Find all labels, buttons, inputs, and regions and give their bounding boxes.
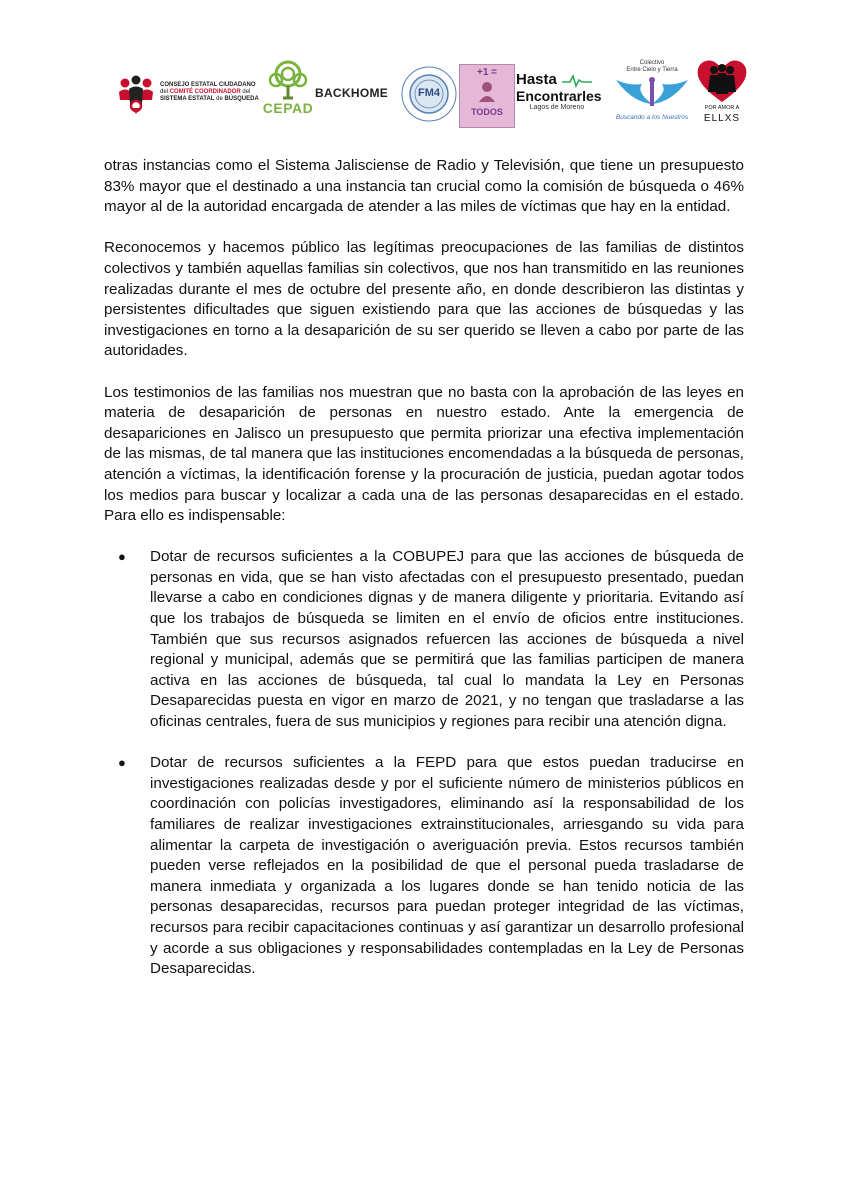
list-item xyxy=(104,753,744,980)
todos-bottom-label: TODOS xyxy=(471,107,503,117)
colectivo-line2: Entre Cielo y Tierra xyxy=(626,67,678,73)
list-item xyxy=(104,547,744,732)
hasta-line3: Lagos de Moreno xyxy=(529,104,585,111)
wings-icon xyxy=(612,74,692,112)
colectivo-line1: Colectivo xyxy=(639,60,665,66)
consejo-line3b: de xyxy=(214,96,225,102)
backhome-label: BACKHOME xyxy=(315,86,389,100)
heart-people-icon xyxy=(694,58,750,104)
fm4-label: FM4 xyxy=(418,87,440,99)
cepad-label: CEPAD xyxy=(262,100,314,116)
list-item-text: Dotar de recursos suficientes a la FEPD para que estos puedan traducirse en investigaciones realizadas desde y por el suficiente número de ministerios públicos en coordinación con policías investigadores, eliminando así la responsabilidad de los familiares de realizar investigaciones extrainstitucionales, arriesgando su vida para alimentar la carpeta de investigación o averiguación previa. Estos recursos también pueden verse reflejados en la posibilidad de que el personal pueda trasladarse de manera inmediata y organizada a los lugares donde se han tenido noticia de las personas desaparecidas, recursos para puedan proteger integridad de las víctimas, recursos para recibir capacitaciones continuas y así garantizar un desarrollo profesional y acorde a sus obligaciones y responsabilidades contempladas en la Ley de Personas Desaparecidas. xyxy=(150,754,744,978)
poramor-line1: POR AMOR A xyxy=(704,105,740,111)
consejo-line3a: SISTEMA ESTATAL xyxy=(160,96,215,102)
document-body xyxy=(104,156,744,1000)
heartbeat-icon xyxy=(562,74,592,88)
colectivo-line3: Buscando a los Nuestros xyxy=(615,114,689,121)
consejo-people-icon xyxy=(116,74,156,114)
poramor-line2: ELLXS xyxy=(703,113,741,124)
todos-top-label: +1 = xyxy=(476,67,498,78)
consejo-line2c: del xyxy=(240,89,251,95)
header-logos xyxy=(110,58,750,130)
bullet-icon: ● xyxy=(118,755,126,771)
hasta-line1: Hasta xyxy=(516,71,557,88)
consejo-logo xyxy=(116,72,266,118)
colectivo-logo xyxy=(612,60,692,126)
hasta-line2: Encontrarles xyxy=(516,88,602,104)
consejo-line1: CONSEJO ESTATAL CIUDADANO xyxy=(160,82,256,88)
cepad-tree-icon xyxy=(263,60,313,100)
consejo-line2a: del xyxy=(160,89,170,95)
cepad-logo xyxy=(262,60,314,126)
fm4-logo xyxy=(400,64,458,124)
todos-logo xyxy=(459,64,515,128)
backhome-logo xyxy=(315,86,395,106)
hasta-logo xyxy=(516,72,608,124)
paragraph: Los testimonios de las familias nos muestran que no basta con la aprobación de las leyes en materia de desaparición de personas en nuestro estado. Ante la emergencia de desapariciones en Jalisco un presupuesto que permita priorizar una efectiva implementación de las mismas, de tal manera que las instituciones encomendadas a la búsqueda de personas, atención a víctimas, la identificación forense y la procuración de justicia, puedan agotar todos los medios para buscar y localizar a cada una de las personas desaparecidas en el estado. Para ello es indispensable: xyxy=(104,383,744,525)
list-item-text: Dotar de recursos suficientes a la COBUPEJ para que las acciones de búsqueda de personas en vida, que se han visto afectadas con el presupuesto presentado, puedan llevarse a cabo en condiciones dignas y de manera diligente y prioritaria. Evitando así que los trabajos de búsqueda se limiten en el envío de oficios entre instituciones. También que sus recursos asignados refuercen las acciones de búsqueda a nivel regional y municipal, además que se permitirá que las familias participen de manera activa en las acciones de búsqueda, tal cual lo mandata la Ley en Personas Desaparecidas puesta en vigor en marzo de 2021, y no tengan que trasladarse a las oficinas centrales, fuera de sus municipios y regiones para recibir una atención digna. xyxy=(150,548,744,731)
todos-figure-icon xyxy=(475,80,499,104)
bullet-icon: ● xyxy=(118,549,126,565)
bullet-list xyxy=(104,547,744,979)
consejo-line3c: BÚSQUEDA xyxy=(224,96,259,102)
paragraph: Reconocemos y hacemos público las legítimas preocupaciones de las familias de distintos colectivos y también aquellas familias sin colectivos, que nos han transmitido en las reuniones realizadas durante el mes de octubre del presente año, en donde describieron las distintas y persistentes dificultades que siguen existiendo para que las acciones de búsquedas y las investigaciones en torno a la desaparición de su ser querido se lleven a cabo por parte de las autoridades. xyxy=(104,239,744,360)
poramor-logo xyxy=(694,58,750,128)
consejo-line2b: COMITÉ COORDINADOR xyxy=(169,89,241,95)
paragraph: otras instancias como el Sistema Jalisciense de Radio y Televisión, que tiene un presupuesto 83% mayor que el destinado a una instancia tan crucial como la comisión de búsqueda o 46% mayor al de la autoridad encargada de atender a las miles de víctimas que hay en la entidad. xyxy=(104,157,744,216)
